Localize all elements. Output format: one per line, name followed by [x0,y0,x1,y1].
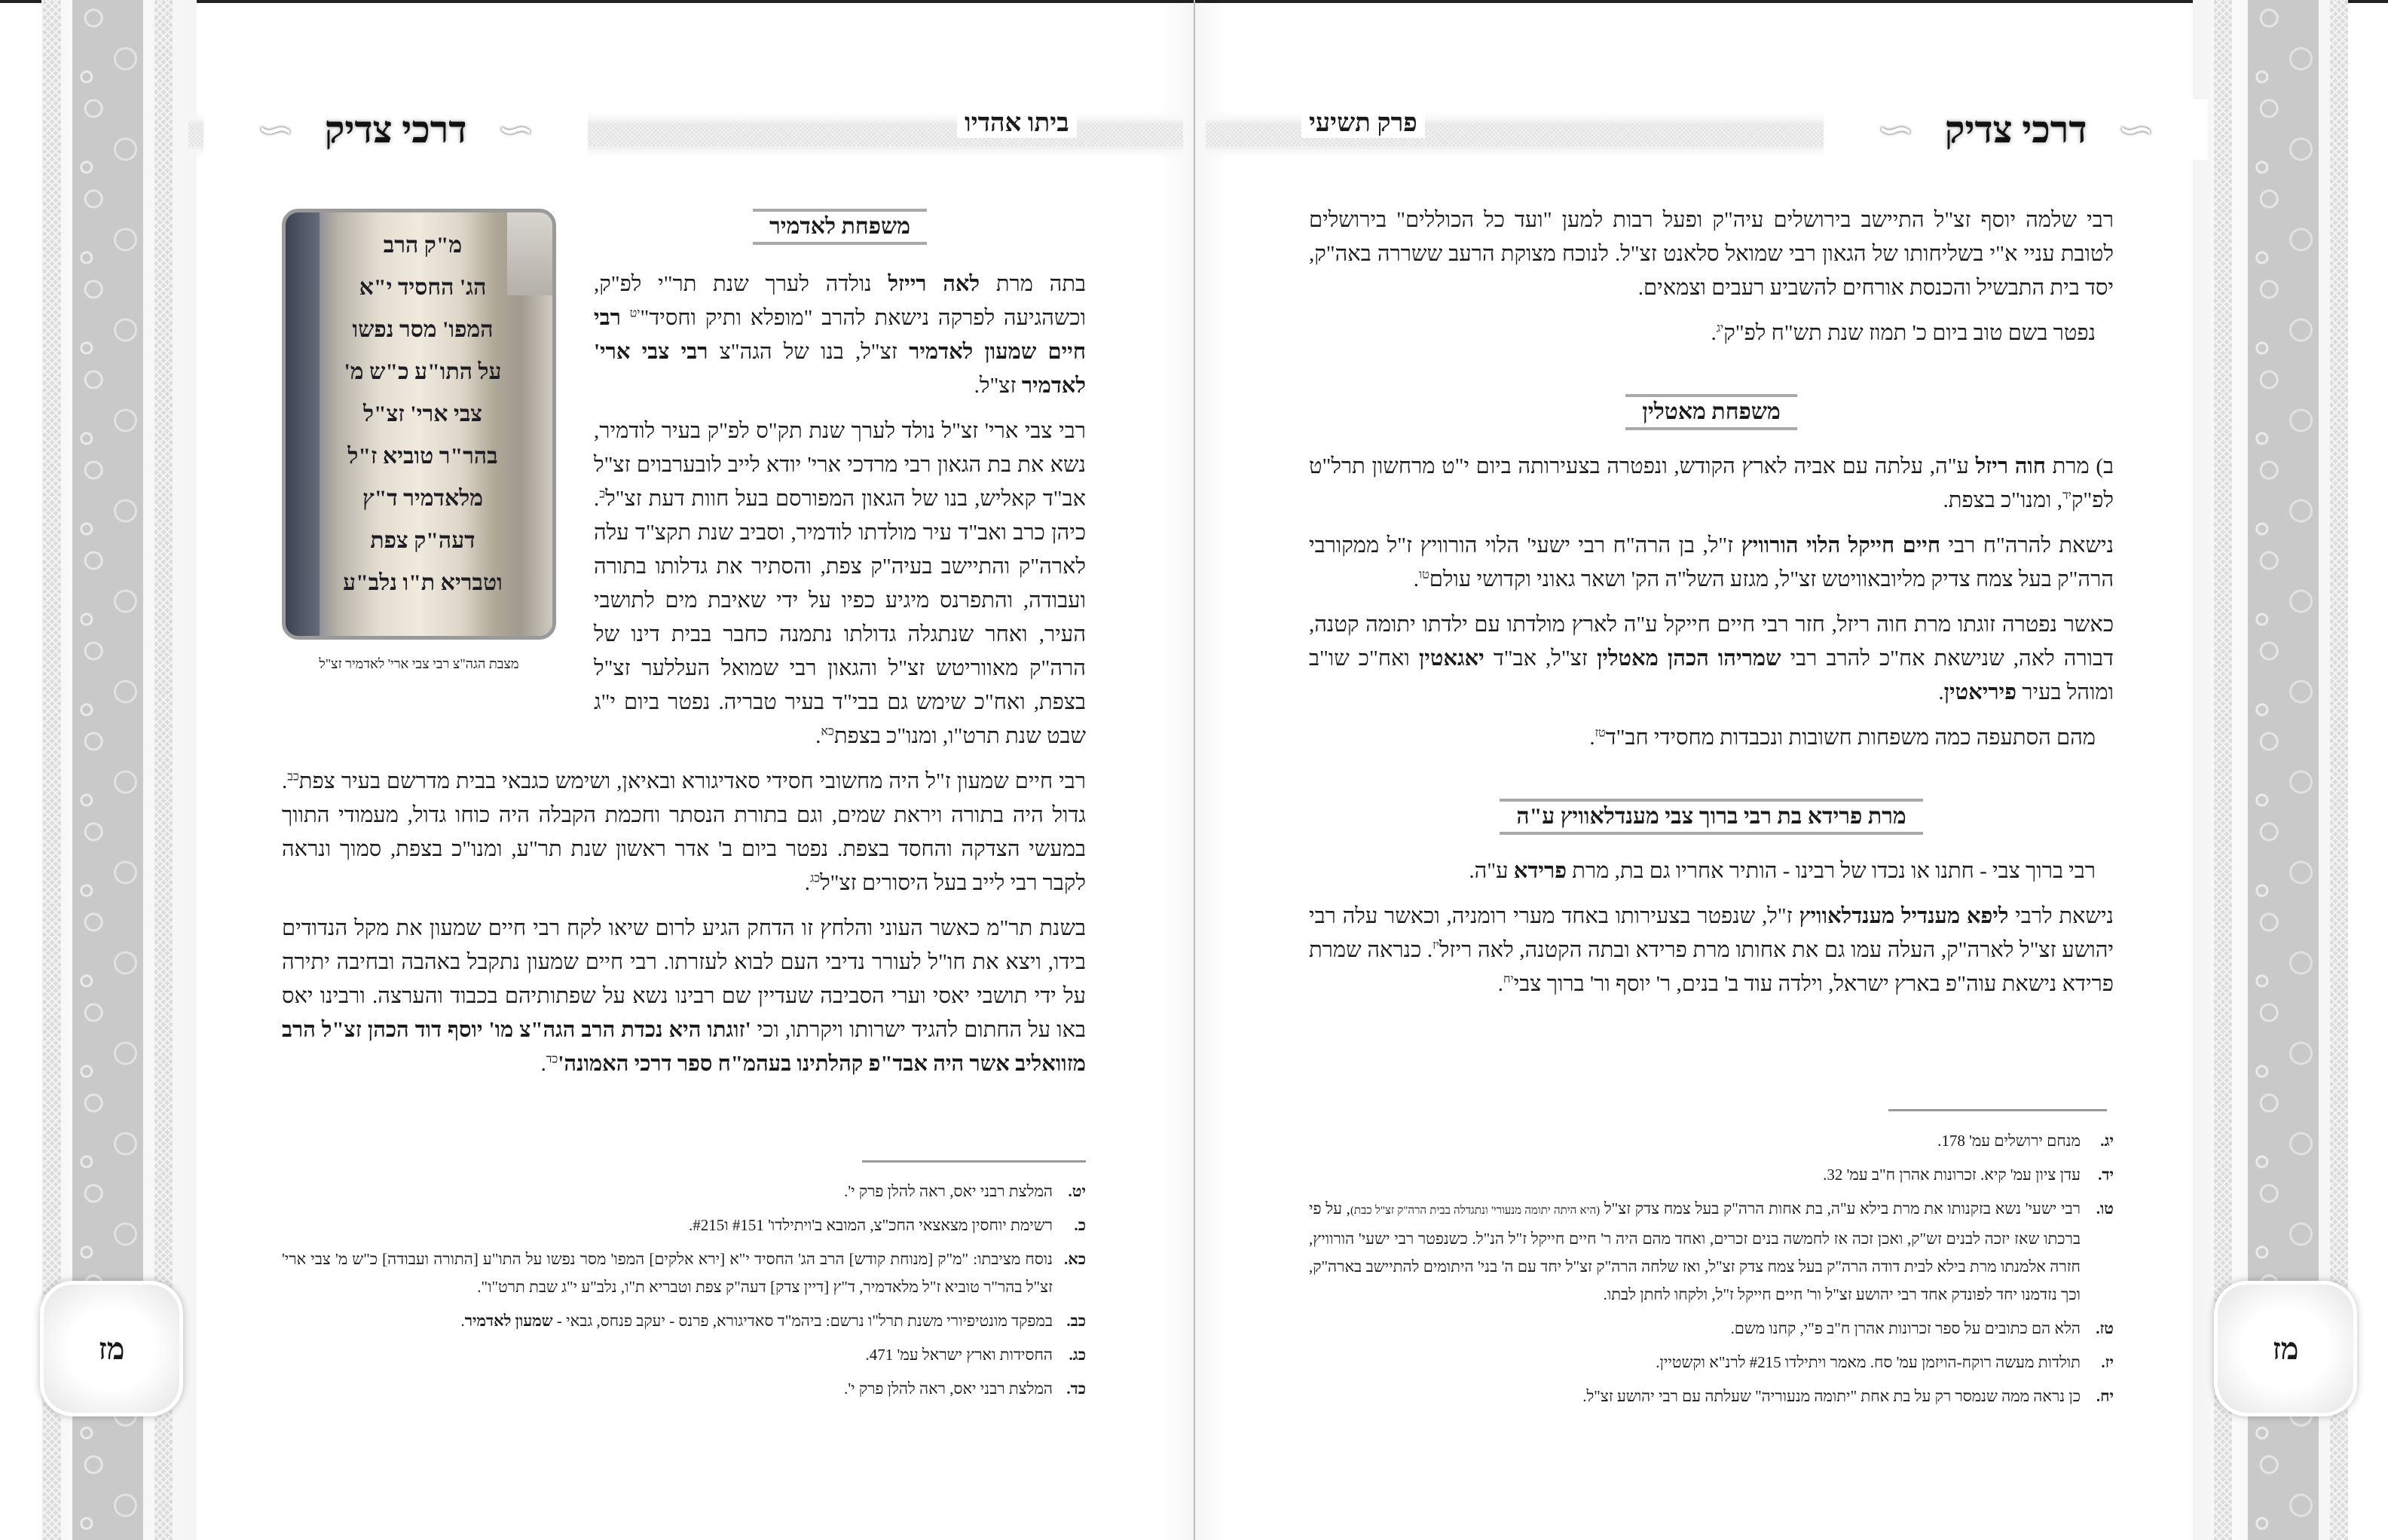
footnote-reference: טז [1595,726,1606,740]
bold-name: ליפא מענדיל מענדלאוויץ [1799,904,2009,928]
paragraph [1309,854,2114,888]
footnote [1309,1349,2114,1377]
right-page-body [1309,203,2114,1001]
text-run: , ומנו"כ בצפת. [1943,488,2062,512]
bold-name: פיריאטין [1943,680,2016,704]
text-run: המלצת רבני יאס, ראה להלן פרק י'. [844,1380,1053,1398]
left-header-title [203,99,588,160]
inscription-line: על התו"ע כ"ש מ' [344,359,502,384]
footnote-marker: יט. [1068,1182,1086,1200]
right-page-number-medallion [2214,1281,2357,1416]
footnote-text [1309,1349,2081,1377]
text-run: . [1497,972,1504,996]
footnote-text [282,1341,1053,1369]
right-header-title [1824,99,2208,160]
paragraph [1309,608,2114,710]
text-run: רבי שלמה יוסף זצ"ל התיישב בירושלים עיה"ק ופעל רבות למען "ועד כל הכוללים" בירושלים לטובת עניי א"י בשליחותו של הגאון רבי שמואל סלאנט זצ"ל. לנוכח מצוקת הרעב ששררה באה"ק, יסד בית התבשיל והכנסת אורחים להשביע רעבים וצמאים. [1309,208,2114,300]
footnote [282,1245,1086,1301]
text-run: . [1711,321,1717,345]
footnote-reference: יג [1716,322,1724,335]
text-run [621,306,630,330]
bold-name: חוה ריזל [1975,454,2046,478]
footnote-reference: יט [629,307,641,320]
footnote [282,1178,1086,1205]
text-run: ז"ל, בן הרה"ח רבי ישעי' הלוי הורוויץ ז"ל ממקורבי הרה"ק בעל צמח צדיק מליובאוויטש זצ"ל, מגזע השל"ה הק' ושאר גאוני וקדושי עולם [1309,533,2114,591]
text-run: נפטר בשם טוב ביום כ' תמוז שנת תש"ח לפ"ק [1723,321,2096,345]
section-heading: מרת פרידא בת רבי ברוך צבי מענדלאוויץ ע"ה [1500,799,1922,835]
book-fold [1194,0,1195,1540]
footnote-marker: טז. [2096,1319,2114,1337]
text-run: . [1938,680,1944,704]
photo-caption: מצבת הגה"צ רבי צבי ארי' לאדמיר זצ"ל [319,656,519,671]
footnote-reference: יז [1432,939,1439,952]
paragraph [1309,450,2114,518]
footnote-marker: כ. [1074,1216,1086,1234]
paragraph [1309,721,2114,755]
text-run: רשימת יוחסין מצאצאי החכ"צ, המובא ב'ויתילדו' #151 ו#215. [689,1216,1053,1234]
footnote-text [282,1245,1053,1301]
text-run: זצ"ל, בנו של הגה"צ [708,340,910,364]
scroll-ornament-icon: ∽ [2117,105,2155,154]
footnote-reference: כב [287,770,299,784]
text-run: עדן ציון עמ' קיא. זכרונות אהרן ח"ב עמ' 32. [1823,1166,2081,1184]
text-run: . [804,871,810,895]
footnote-text [282,1212,1053,1239]
footnote-text [282,1178,1053,1205]
text-run: זצ"ל. [974,374,1022,398]
footnote-marker: יח. [2096,1387,2114,1405]
right-running-head: פרק תשיעי [1301,109,1425,138]
paragraph [1309,316,2114,350]
footnote-marker: כג. [1069,1346,1086,1364]
inscription-line: הג' החסיד י"א [359,275,487,300]
text-run: . [460,1312,465,1330]
right-footnotes [1309,1121,2114,1410]
text-run: רבי ברוך צבי - חתנו או נכדו של רבינו - הותיר אחריו גם בת, מרת [1567,859,2096,883]
inscription-line: מלאדמיר ד"ץ [362,486,484,511]
text-run: . [815,724,821,748]
text-run: במפקד מונטיפיורי משנת תרל"ו נרשם: ביהמ"ד סאדיגורא, פרנס - יעקב פנחס, גבאי - [552,1312,1053,1330]
left-page-body [282,209,1086,1081]
footnote-text [282,1307,1053,1335]
footnote-marker: יד. [2098,1166,2114,1184]
footnote [282,1341,1086,1369]
left-footnotes [282,1172,1086,1403]
footnote-text [1309,1315,2081,1343]
text-run: זצ"ל, אב"ד [1484,646,1597,671]
bold-name: חיים חייקל הלוי הורוויץ [1741,533,1941,558]
footnote-marker: כד. [1066,1380,1086,1398]
footnote-reference: כ [599,487,606,501]
tombstone-figure [282,209,556,681]
footnote-marker: טו. [2096,1199,2114,1218]
text-run: . כנראה שמרת פרידא נישאת עוה"פ בארץ ישראל, וילדה עוד ב' בנים, ר' יוסף ור' ברוך צבי [1309,938,2114,996]
text-run: ע"ה. [1469,859,1514,883]
text-run: רבי ישעי' נשא בזקנותו את מרת בילא ע"ה, בת אחות הרה"ק בעל צמח צדק זצ"ל [1600,1199,2081,1218]
tombstone-inscription [316,225,530,604]
text-run: כאשר נפטרה זוגתו מרת חוה ריזל, חזר רבי חיים חייקל ע"ה לארץ מולדתו עם ילדתו יתומה קטנה, דבורה לאה, שנישאת אח"כ להרב רבי [1309,613,2114,671]
text-run: נישאת לרבי [2008,904,2114,928]
footnote-reference: טו [1418,568,1429,582]
footnote-marker: כב. [1066,1312,1086,1330]
text-run: . כיהן כרב ואב"ד עיר מולדתו לודמיר, וסביב שנת תקצ"ד עלה לארה"ק והתיישב בעיה"ק צפת, והסתיר את גדלותו בתורה ועבודה, והתפרנס מיגיע כפיו על ידי שאיבת מים לתושבי העיר, ואחר שנתגלה גדולתו נתמנה כחבר בבית דינו של הרה"ק מאווריטש זצ"ל והגאון רבי שמואל העללער זצ"ל בצפת, ואח"כ שימש גם בבי"ד בעיר טבריה. נפטר ביום י"ג שבט שנת תרט"ו, ומנו"כ בצפת [594,487,1086,748]
text-run: מנחם ירושלים עמ' 178. [1937,1132,2081,1150]
paragraph [1309,203,2114,305]
footnote [1309,1161,2114,1189]
bold-name: יאגאטין [1418,646,1484,671]
footnote-separator [862,1160,1086,1163]
book-title: דרכי צדיק [1944,108,2087,151]
footnote [1309,1315,2114,1343]
footnote-reference: כג [809,872,821,885]
footnote-reference: יח [1503,973,1514,986]
text-run: רבי חיים שמעון ז"ל היה מחשובי חסידי סאדיגורא ובאיאן, ושימש כגבאי בבית מדרשם בעיר צפת [298,769,1086,793]
scroll-ornament-icon: ∽ [1876,105,1915,154]
text-run: . גדול היה בתורה ויראת שמים, וגם בתורת הנסתר וחכמת הקבלה היה כוחו גדול, מעמודי התווך במעשי הצדקה והחסד בצפת. נפטר ביום ב' אדר ראשון שנת תר"ע, ומנו"כ בצפת, סמוך ונראה לקבר רבי לייב בעל היסורים זצ"ל [282,769,1086,895]
paragraph [282,912,1086,1081]
section-heading: משפחת לאדמיר [753,209,927,245]
footnote [282,1212,1086,1239]
scroll-ornament-icon: ∽ [497,105,535,154]
text-run: בתה מרת [980,272,1086,296]
inscription-line: מ"ק הרב [383,233,463,258]
bold-name: פרידא [1513,859,1567,883]
text-run: ואח"כ שו"ב ומוהל בעיר [1309,646,2114,704]
text-run: המלצת רבני יאס, ראה להלן פרק י'. [844,1182,1053,1200]
footnote [1309,1127,2114,1155]
text-run: ז"ל, שנפטר בצעירותו באחד מערי רומניה, וכאשר עלה רבי יהושע זצ"ל לארה"ק, העלה עמו גם את אחותו מרת פרידא ובתה הקטנה, לאה ריזל [1309,904,2114,962]
text-run: (היא היתה יתומה מנעורי' ונתגדלה בבית הרה"ק זצ"ל כבת) [1350,1205,1601,1217]
section-heading: משפחת מאטלין [1625,394,1797,430]
tombstone-photo [282,209,556,640]
text-run: החסידות וארץ ישראל עמ' 471. [865,1346,1053,1364]
text-run: מהם הסתעפה כמה משפחות חשובות ונכבדות מחסידי חב"ד [1605,726,2096,750]
text-run: כן נראה ממה שנמסר רק על בת אחת "יתומה מנעוריה" שעלתה עם רבי יהושע זצ"ל. [1582,1387,2081,1405]
footnote [282,1307,1086,1335]
paragraph [1309,900,2114,1001]
text-run: . [1589,726,1595,750]
inscription-line: המפו' מסר נפשו [352,317,494,342]
text-run: בשנת תר"מ כאשר העוני והלחץ זו הדחק הגיע לרום שיאו לקח רבי חיים שמעון את מקל הנדודים בידו, ויצא את חו"ל לעורר נדיבי העם לבוא לעזרתו. רבי חיים שמעון נתקבל באהבה ובחיבה יתירה על ידי תושבי יאסי וערי הסביבה שעדיין שם רבינו נשא על שפתותיהם בכבוד והערצה. ורבינו יאס באו על החתום להגיד ישרותו ויקרתו, וכי [282,916,1086,1042]
text-run: הלא הם כתובים על ספר זכרונות אהרן ח"ב פ"י, קחנו משם. [1730,1319,2081,1337]
footnote [282,1375,1086,1403]
text-run: נולדה לערך שנת תר"י לפ"ק, וכשהגיעה לפרקה נישאת להרב "מופלא ותיק וחסיד" [594,272,1087,330]
footnote [1309,1383,2114,1410]
scroll-ornament-icon: ∽ [256,105,295,154]
text-run: . [1413,567,1419,591]
inscription-line: צבי ארי' זצ"ל [362,402,482,426]
footnote-separator [1888,1109,2107,1111]
inscription-line: וטבריא ת"ו נלב"ע [343,570,503,595]
left-page-number-medallion [40,1281,183,1416]
text-run: , על פי ברכתו שאז יזכה לבנים זש"ק, ואכן זכה אז לחמשה בנים זכרים, ואחד מהם היה ר' חיים חייקל ז"ל הנ"ל. כשנפטר רבי ישעי' הורוויץ, חזרה אלמנתו מרת בילא לבית דודה הרה"ק בעל צמח צדק זצ"ל, ואז שלחה הרה"ק זצ"ל יחד עם ה' בני' היתומים להתיישב בארה"ק, וכך נזדמנו יחד לפונדק אחד רבי יהושע זצ"ל ור' חיים חייקל ז"ל, ולקחו לחתן לבתו. [1309,1199,2081,1303]
text-run: . [540,1052,546,1076]
inscription-line: בהר"ר טוביא ז"ל [347,444,498,469]
bold-name: 'זוגתו היא נכדת הרב הגה"צ מו' יוסף דוד הכהן זצ"ל הרב מזוואליב אשר היה אבד"פ קהלתינו בעהמ"ח ספר דרכי האמונה' [282,1018,1086,1076]
bold-name: שמעון לאדמיר [464,1312,553,1330]
book-title: דרכי צדיק [324,108,467,151]
paragraph [282,765,1086,900]
bold-name: שמריהו הכהן מאטלין [1596,646,1781,671]
footnote-text [282,1375,1053,1403]
footnote-reference: יד [2062,489,2072,503]
paragraph [1309,529,2114,597]
footnote-marker: כא. [1064,1250,1086,1268]
footnote-text [1309,1383,2081,1410]
inscription-line: דעה"ק צפת [370,528,475,553]
right-page-number: מז [2272,1331,2299,1366]
footnote-text [1309,1161,2081,1189]
text-run: ב) מרת [2045,454,2114,478]
text-run: נישאת להרה"ח רבי [1940,533,2114,558]
footnote-text [1309,1195,2081,1309]
footnote-marker: יג. [2100,1132,2114,1150]
text-run: תולדות מעשה רוקח-הויזמן עמ' סח. מאמר ויתילדו #215 לרנ"א וקשטיין. [1656,1353,2081,1371]
text-run: ע"ה, עלתה עם אביה לארץ הקודש, ונפטרה בצעירותה ביום י"ט מרחשון תרל"ט לפ"ק [1309,454,2114,512]
left-page-number: מז [98,1331,125,1366]
footnote-text [1309,1127,2081,1155]
bold-name: רבי חיים שמעון לאדמיר [594,306,1086,364]
bold-name: לאה רייזל [888,272,980,296]
footnote-marker: יז. [2101,1353,2114,1371]
text-run: רבי צבי ארי' זצ"ל נולד לערך שנת תק"ס לפ"ק בעיר לודמיר, נשא את בת הגאון רבי מרדכי ארי' יודא לייב לובערבוים זצ"ל אב"ד קאליש, בנו של הגאון המפורסם בעל חוות דעת זצ"ל [594,419,1086,511]
footnote-reference: כא [821,725,834,738]
bold-name: רבי צבי ארי' לאדמיר [594,340,1086,398]
footnote-reference: כד [546,1053,558,1066]
text-run: נוסח מציבתו: "מ"ק [מנוחת קודש] הרב הג' החסיד י"א [ירא אלקים] המפו' מסר נפשו על התו"ע [התורה ועבודה] כ"ש מ' צבי ארי' זצ"ל בהר"ר טוביא ז"ל מלאדמיר, ד"ץ [דיין צדק] דעה"ק צפת וטבריא ת"ו, נלב"ע י"ג שבת תרט"ו". [282,1250,1053,1296]
left-running-head: ביתו אהדיו [957,109,1077,138]
footnote [1309,1195,2114,1309]
